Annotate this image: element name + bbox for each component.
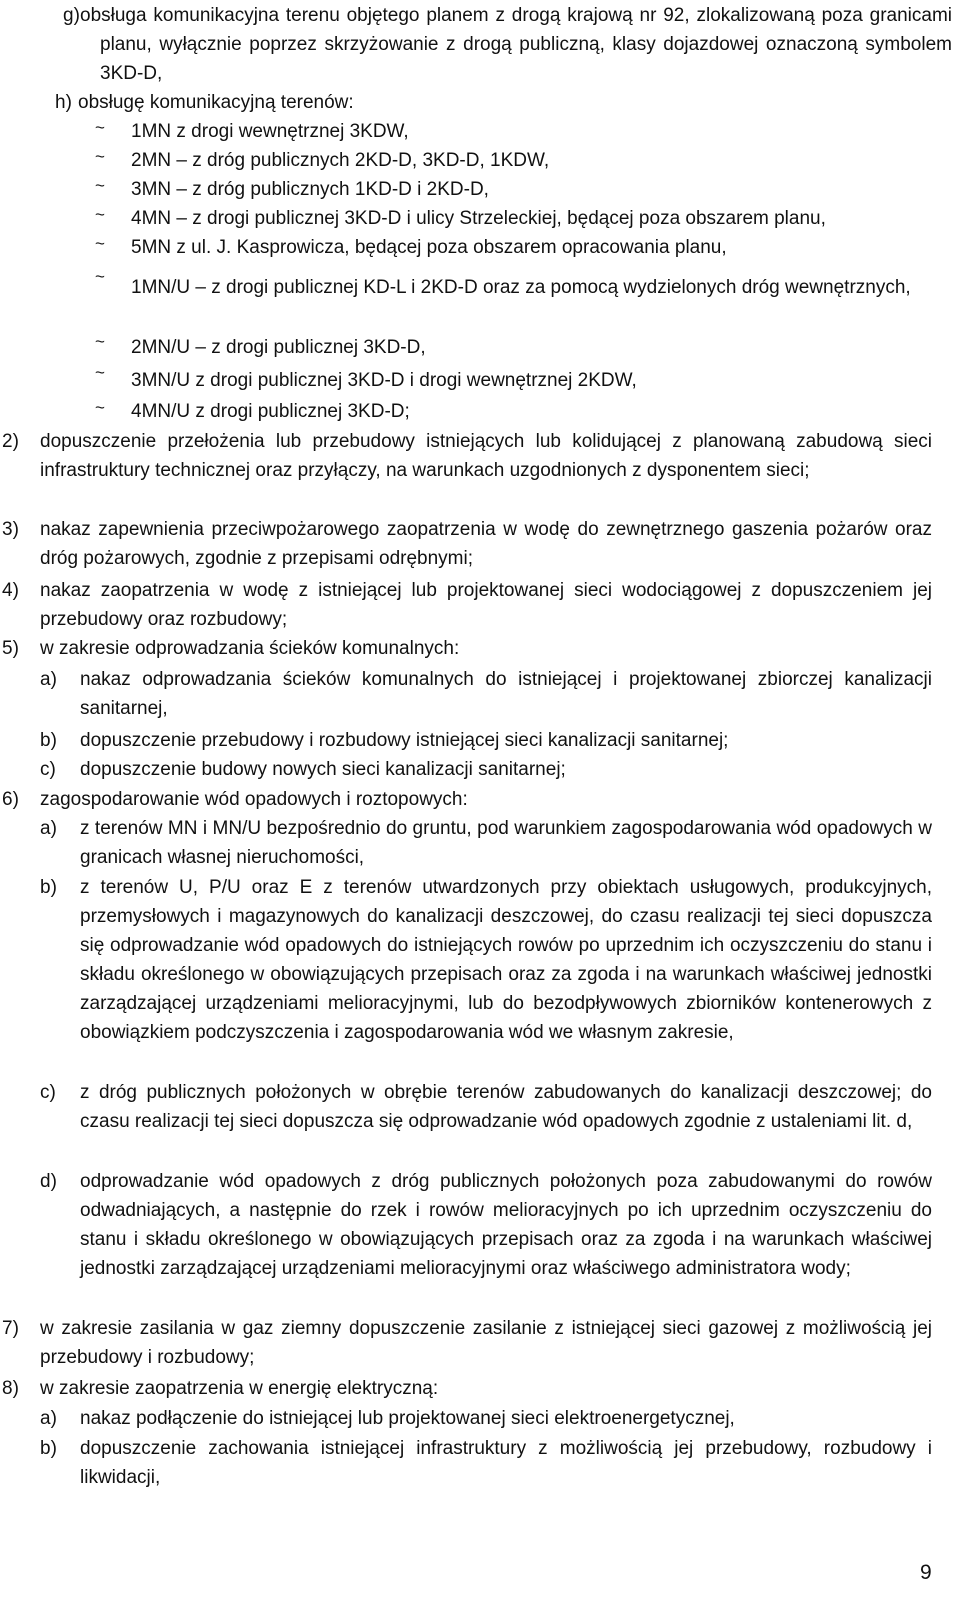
tilde-bullet: ~ [95,176,105,195]
subitem-text: dopuszczenie przebudowy i rozbudowy istniejącej sieci kanalizacji sanitarnej; [80,730,729,751]
subitem-text: dopuszczenie budowy nowych sieci kanalizacji sanitarnej; [80,759,566,780]
subitem-marker: a) [40,1408,57,1429]
subitem-text: odprowadzanie wód opadowych z dróg publicznych położonych poza zabudowanymi do rowów odwadniających, a następnie do rzek i rowów melioracyjnych po ich uprzednim oczyszczeniu do stanu i składu określonego w obowiązujących przepisach oraz za zgoda i na warunkach właściwej jednostki zarządzającej urządzeniami melioracyjnymi oraz właściwego administratora wody; [80,1171,932,1279]
subitem-marker: b) [40,877,57,898]
access-item: 2MN/U – z drogi publicznej 3KD-D, [131,337,426,358]
tilde-bullet: ~ [95,267,105,286]
item-marker-4: 4) [2,580,19,601]
subitem-marker: b) [40,730,57,751]
item-marker-7: 7) [2,1318,19,1339]
item-marker-h: h) [55,92,72,113]
access-item: 4MN – z drogi publicznej 3KD-D i ulicy Strzeleckiej, będącej poza obszarem planu, [131,208,826,229]
subitem-marker: a) [40,818,57,839]
item-h-text: obsługę komunikacyjną terenów: [78,92,354,113]
access-item: 2MN – z dróg publicznych 2KD-D, 3KD-D, 1KDW, [131,150,550,171]
access-item: 4MN/U z drogi publicznej 3KD-D; [131,401,410,422]
access-item: 1MN z drogi wewnętrznej 3KDW, [131,121,409,142]
tilde-bullet: ~ [95,118,105,137]
item-marker-8: 8) [2,1378,19,1399]
item-4-text: nakaz zaopatrzenia w wodę z istniejącej lub projektowanej sieci wodociągowej z dopuszczeniem jej przebudowy oraz rozbudowy; [40,580,932,630]
access-item: 5MN z ul. J. Kasprowicza, będącej poza obszarem opracowania planu, [131,237,727,258]
tilde-bullet: ~ [95,147,105,166]
subitem-text: dopuszczenie zachowania istniejącej infrastruktury z możliwością jej przebudowy, rozbudowy i likwidacji, [80,1438,932,1488]
subitem-marker: b) [40,1438,57,1459]
item-marker-5: 5) [2,638,19,659]
item-6-text: zagospodarowanie wód opadowych i roztopowych: [40,789,468,810]
item-marker-3: 3) [2,519,19,540]
item-7-text: w zakresie zasilania w gaz ziemny dopuszczenie zasilanie z istniejącej sieci gazowej z możliwością jej przebudowy i rozbudowy; [40,1318,932,1368]
item-marker-g: g) [63,5,80,26]
access-item: 3MN – z dróg publicznych 1KD-D i 2KD-D, [131,179,489,200]
item-g-text: obsługa komunikacyjna terenu objętego planem z drogą krajową nr 92, zlokalizowaną poza granicami planu, wyłącznie poprzez skrzyżowanie z drogą publiczną, klasy dojazdowej oznaczoną symbolem 3KD-D, [80,5,952,84]
subitem-marker: d) [40,1171,57,1192]
subitem-marker: c) [40,759,56,780]
tilde-bullet: ~ [95,234,105,253]
item-marker-2: 2) [2,431,19,452]
item-5-text: w zakresie odprowadzania ścieków komunalnych: [40,638,460,659]
tilde-bullet: ~ [95,205,105,224]
item-2-text: dopuszczenie przełożenia lub przebudowy istniejących lub kolidującej z planowaną zabudową sieci infrastruktury technicznej oraz przyłączy, na warunkach uzgodnionych z dysponentem sieci; [40,431,932,481]
subitem-text: nakaz podłączenie do istniejącej lub projektowanej sieci elektroenergetycznej, [80,1408,735,1429]
subitem-text: z dróg publicznych położonych w obrębie terenów zabudowanych do kanalizacji deszczowej; do czasu realizacji tej sieci dopuszcza się odprowadzanie wód opadowych zgodnie z ustaleniami lit. d, [80,1082,932,1132]
subitem-marker: c) [40,1082,56,1103]
subitem-marker: a) [40,669,57,690]
page-number: 9 [920,1561,932,1584]
access-item: 1MN/U – z drogi publicznej KD-L i 2KD-D oraz za pomocą wydzielonych dróg wewnętrznych, [131,277,911,298]
tilde-bullet: ~ [95,363,105,382]
item-8-text: w zakresie zaopatrzenia w energię elektryczną: [40,1378,439,1399]
subitem-text: z terenów MN i MN/U bezpośrednio do gruntu, pod warunkiem zagospodarowania wód opadowych w granicach własnej nieruchomości, [80,818,932,868]
tilde-bullet: ~ [95,398,105,417]
subitem-text: z terenów U, P/U oraz E z terenów utwardzonych przy obiektach usługowych, produkcyjnych, przemysłowych i magazynowych do kanalizacji deszczowej, do czasu realizacji tej sieci dopuszcza się odprowadzanie wód opadowych do istniejących rowów po uprzednim ich oczyszczeniu do stanu i składu określonego w obowiązujących przepisach oraz za zgoda i na warunkach właściwej jednostki zarządzającej urządzeniami melioracyjnymi, lub do bezodpływowych zbiorników kontenerowych z obowiązkiem podczyszczenia i zagospodarowania wód we własnym zakresie, [80,877,932,1043]
item-marker-6: 6) [2,789,19,810]
subitem-text: nakaz odprowadzania ścieków komunalnych do istniejącej i projektowanej zbiorczej kanalizacji sanitarnej, [80,669,932,719]
tilde-bullet: ~ [95,332,105,351]
item-3-text: nakaz zapewnienia przeciwpożarowego zaopatrzenia w wodę do zewnętrznego gaszenia pożarów oraz dróg pożarowych, zgodnie z przepisami odrębnymi; [40,519,932,569]
access-item: 3MN/U z drogi publicznej 3KD-D i drogi wewnętrznej 2KDW, [131,370,637,391]
